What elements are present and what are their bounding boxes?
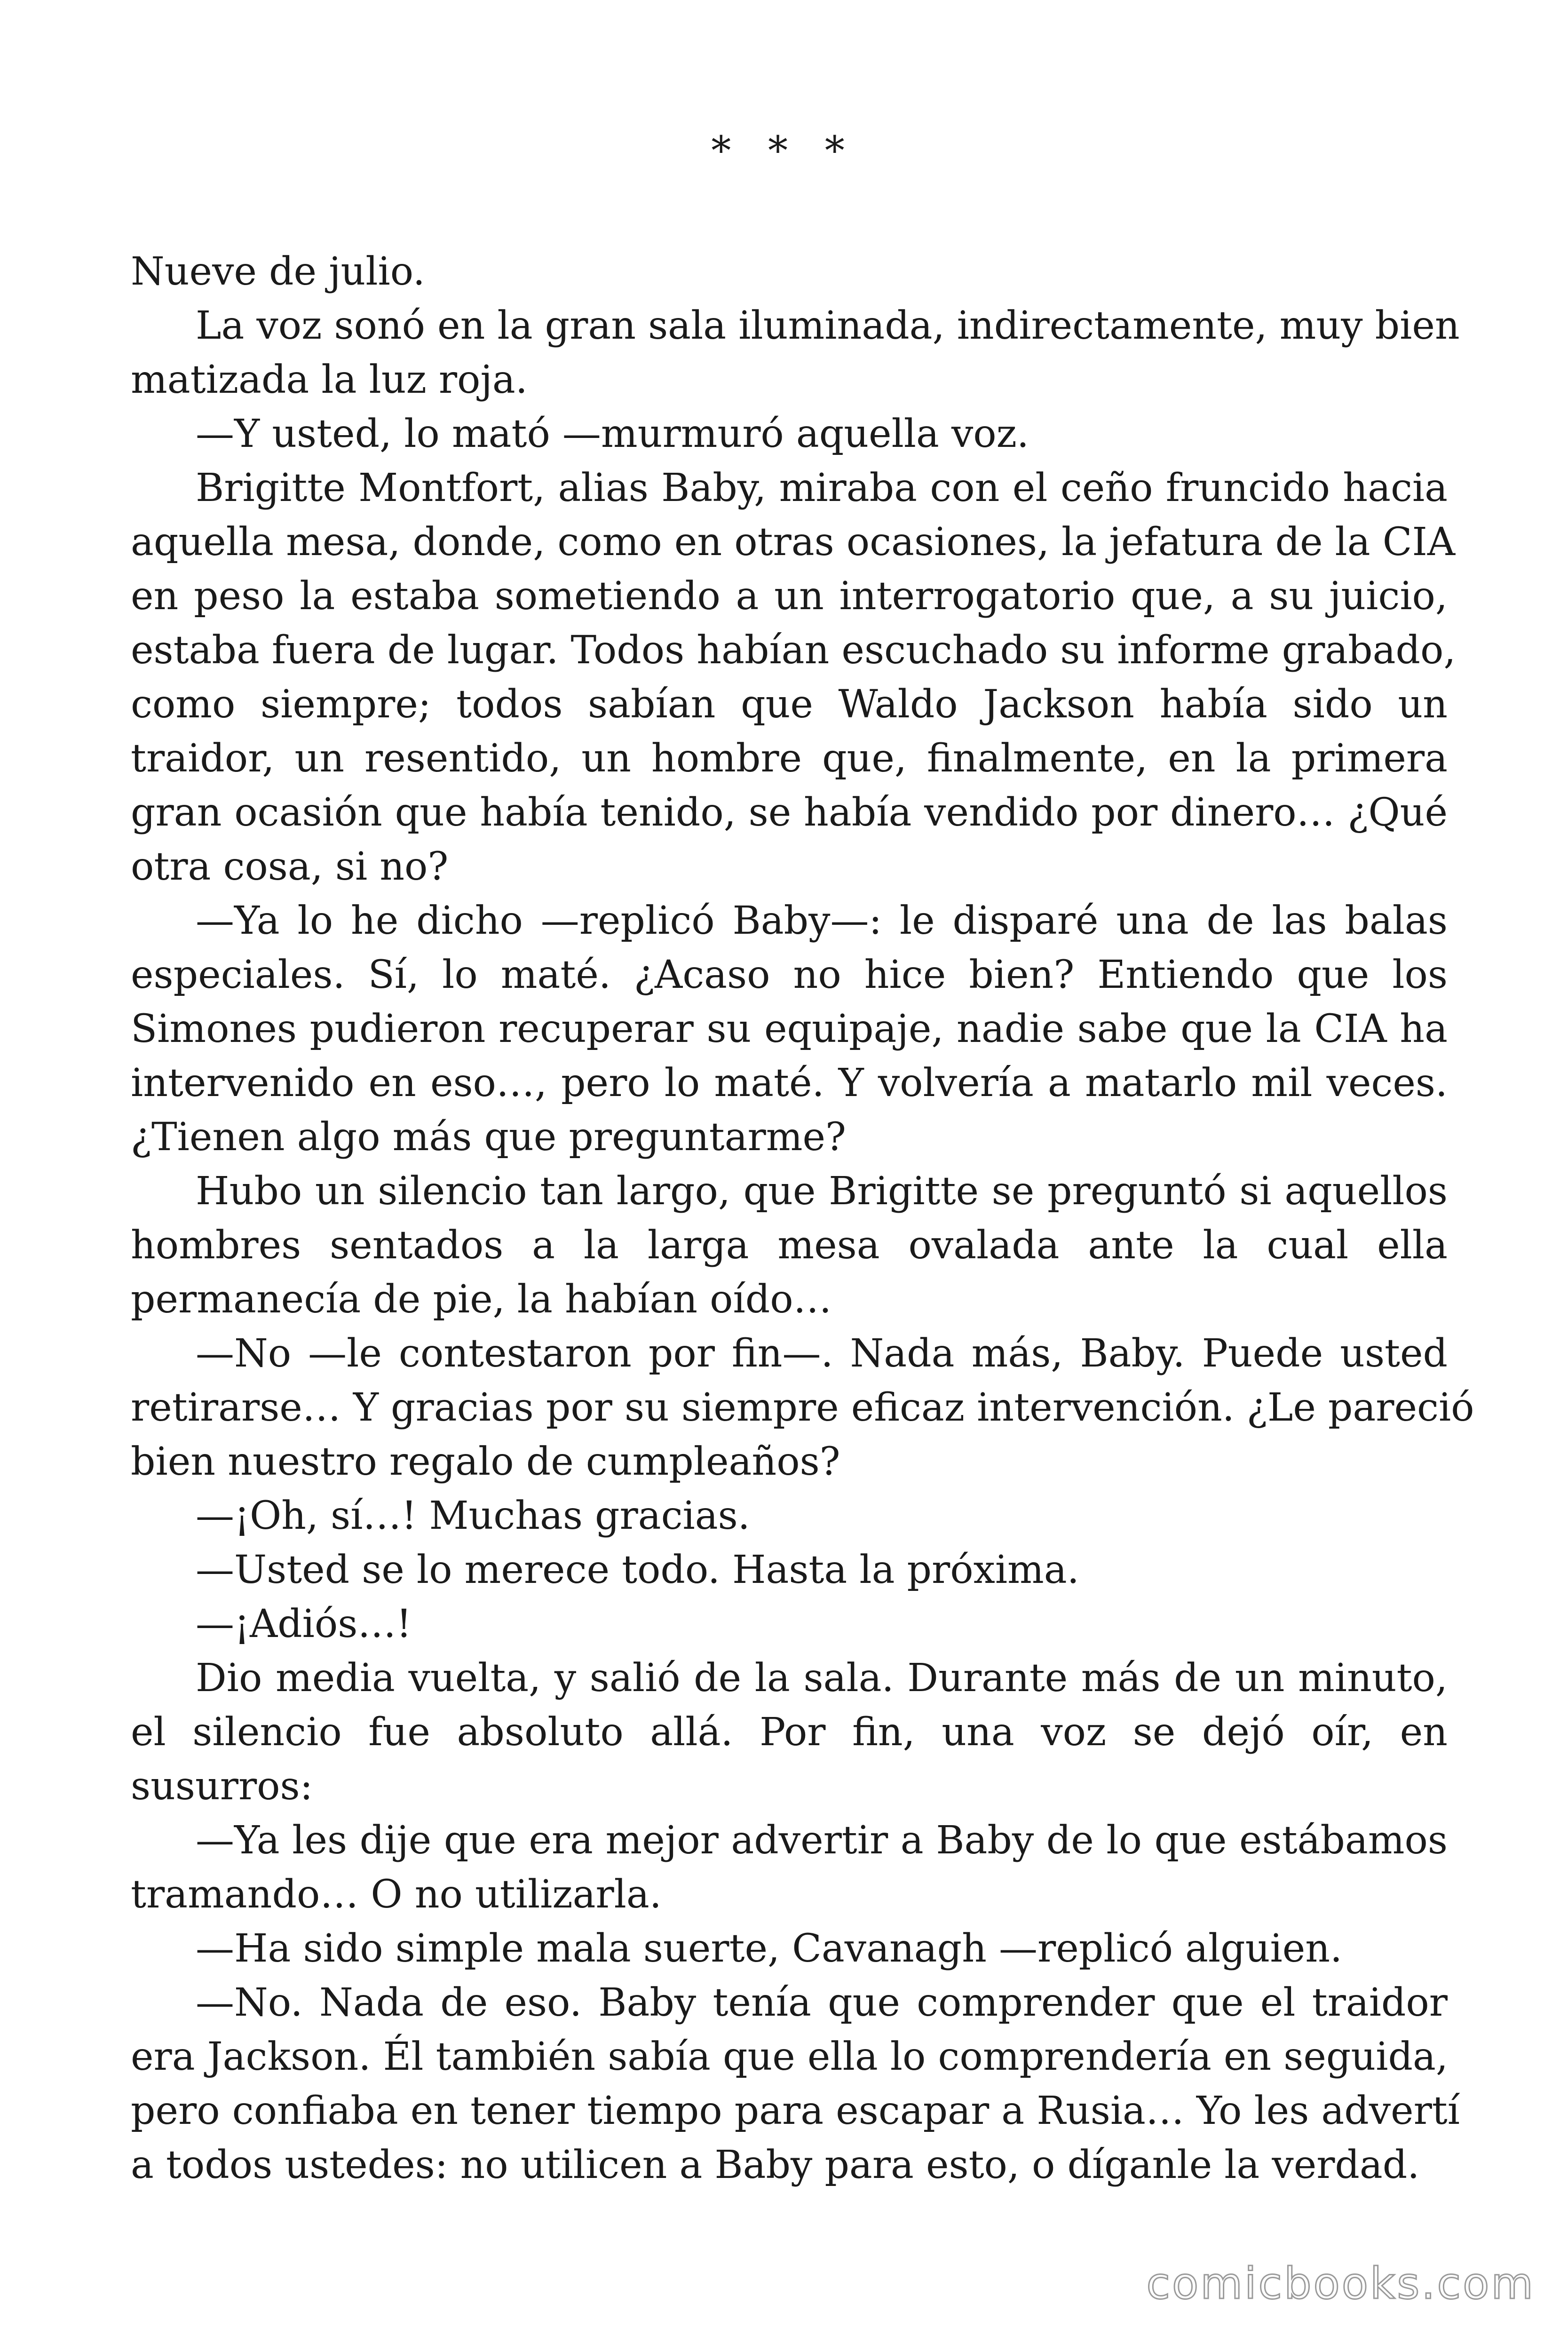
text-line: Brigitte Montfort, alias Baby, miraba con el ceño fruncido hacia [196, 466, 1448, 510]
paragraph [131, 1164, 1448, 1327]
text-line: especiales. Sí, lo maté. ¿Acaso no hice bien? Entiendo que los [131, 953, 1448, 997]
text-line: permanecía de pie, la habían oído… [131, 1277, 832, 1322]
paragraph [131, 407, 1448, 461]
text-line: matizada la luz roja. [131, 358, 528, 402]
text-line: Dio media vuelta, y salió de la sala. Durante más de un minuto, [196, 1656, 1448, 1700]
text-line: —No. Nada de eso. Baby tenía que comprender que el traidor [196, 1980, 1448, 2025]
text-line: La voz sonó en la gran sala iluminada, indirectamente, muy bien [196, 303, 1460, 348]
text-line: —No —le contestaron por fin—. Nada más, Baby. Puede usted [196, 1331, 1448, 1376]
paragraph [131, 299, 1460, 407]
text-line: como siempre; todos sabían que Waldo Jackson había sido un [131, 682, 1448, 727]
text-line: aquella mesa, donde, como en otras ocasiones, la jefatura de la CIA [131, 520, 1456, 564]
section-separator: * * * [711, 127, 857, 174]
body-text [131, 245, 1474, 2192]
text-line: pero confiaba en tener tiempo para escapar a Rusia… Yo les advertí [131, 2089, 1460, 2133]
paragraph [131, 1813, 1448, 1922]
text-line: en peso la estaba sometiendo a un interrogatorio que, a su juicio, [131, 574, 1448, 619]
paragraph [131, 894, 1448, 1164]
text-line: —¡Adiós…! [196, 1602, 412, 1646]
text-line: bien nuestro regalo de cumpleaños? [131, 1439, 840, 1484]
text-line: —Ya lo he dicho —replicó Baby—: le disparé una de las balas [196, 898, 1448, 943]
paragraph [131, 1543, 1448, 1597]
text-line: ¿Tienen algo más que preguntarme? [131, 1115, 846, 1160]
text-line: hombres sentados a la larga mesa ovalada ante la cual ella [131, 1223, 1448, 1268]
text-line: el silencio fue absoluto allá. Por fin, una voz se dejó oír, en [131, 1710, 1448, 1755]
text-line: gran ocasión que había tenido, se había vendido por dinero… ¿Qué [131, 790, 1448, 835]
paragraph [131, 1489, 1448, 1543]
text-line: Simones pudieron recuperar su equipaje, nadie sabe que la CIA ha [131, 1007, 1448, 1051]
text-line: susurros: [131, 1764, 313, 1809]
text-line: Hubo un silencio tan largo, que Brigitte se preguntó si aquellos [196, 1169, 1448, 1214]
paragraph [131, 245, 1448, 299]
paragraph [131, 1976, 1460, 2192]
text-line: a todos ustedes: no utilicen a Baby para esto, o díganle la verdad. [131, 2143, 1420, 2187]
text-line: era Jackson. Él también sabía que ella lo comprendería en seguida, [131, 2034, 1448, 2079]
paragraph [131, 1327, 1474, 1489]
text-line: traidor, un resentido, un hombre que, finalmente, en la primera [131, 736, 1448, 781]
text-line: —Usted se lo merece todo. Hasta la próxima. [196, 1548, 1079, 1592]
paragraph [131, 1922, 1448, 1976]
text-line: otra cosa, si no? [131, 844, 449, 889]
text-line: estaba fuera de lugar. Todos habían escuchado su informe grabado, [131, 628, 1456, 673]
text-line: intervenido en eso…, pero lo maté. Y volvería a matarlo mil veces. [131, 1061, 1448, 1105]
paragraph [131, 1597, 1448, 1651]
paragraph [131, 461, 1456, 894]
watermark-logo: comicbooks.com [1146, 2258, 1535, 2309]
text-line: tramando… O no utilizarla. [131, 1872, 662, 1917]
text-line: —Ya les dije que era mejor advertir a Baby de lo que estábamos [196, 1818, 1448, 1863]
paragraph [131, 1651, 1448, 1813]
text-line: —Ha sido simple mala suerte, Cavanagh —replicó alguien. [196, 1926, 1343, 1971]
text-line: Nueve de julio. [131, 249, 425, 294]
text-line: —¡Oh, sí…! Muchas gracias. [196, 1494, 750, 1538]
text-line: —Y usted, lo mató —murmuró aquella voz. [196, 412, 1029, 456]
text-line: retirarse… Y gracias por su siempre eficaz intervención. ¿Le pareció [131, 1385, 1474, 1430]
